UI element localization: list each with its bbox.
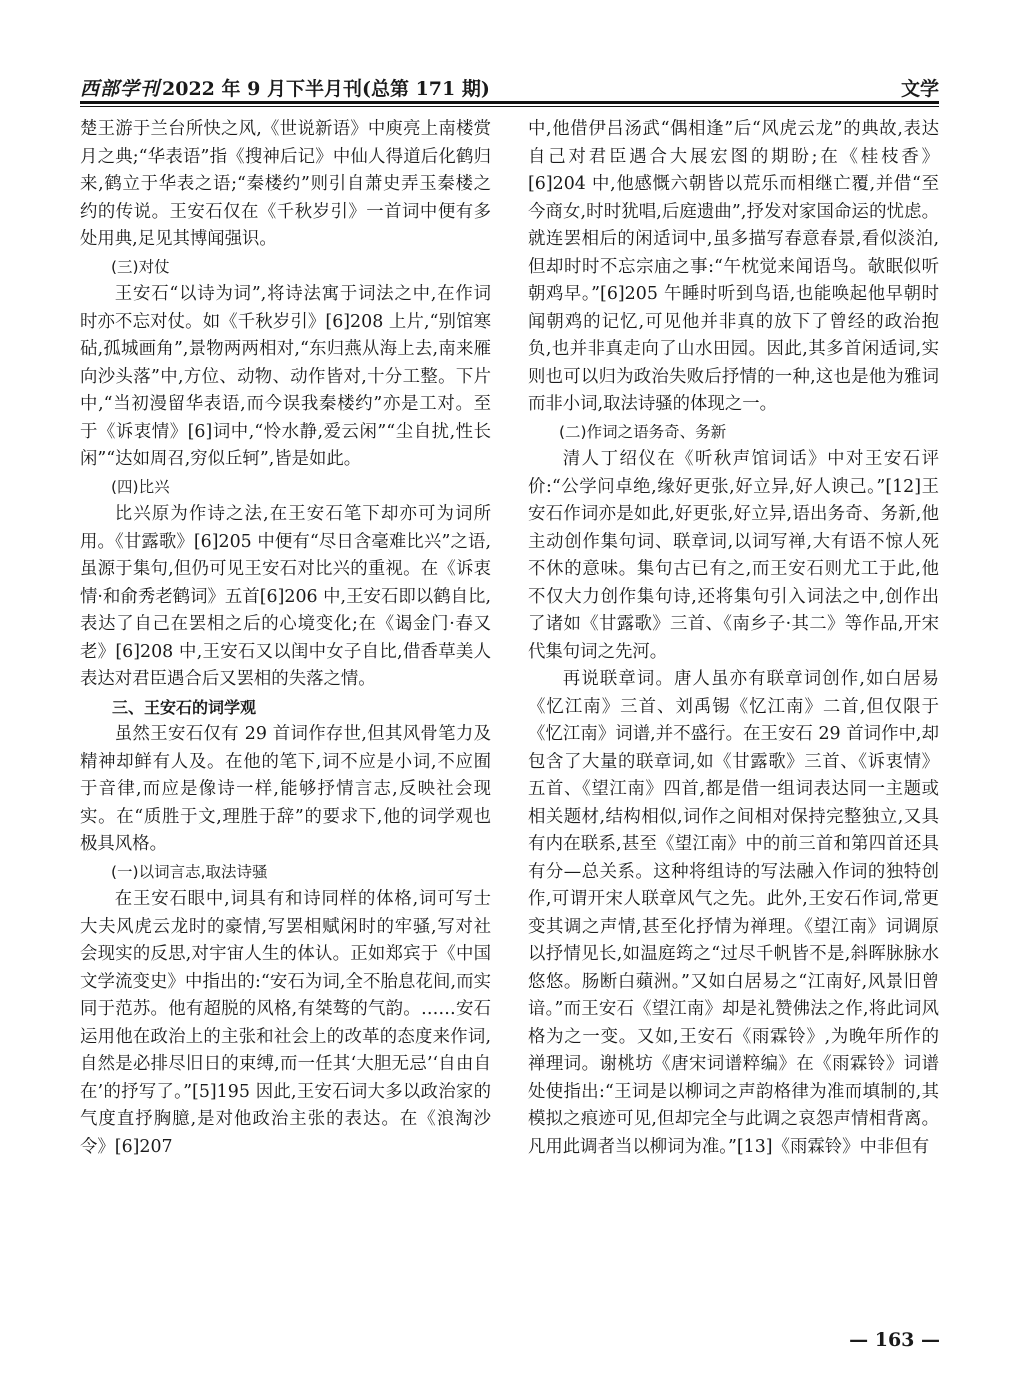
paragraph-continued: 中,他借伊吕汤武“偶相逢”后“风虎云龙”的典故,表达自己对君臣遇合大展宏图的期盼;在《桂枝香》[6]204 中,他感慨六朝皆以荒乐而相继亡覆,并借“至今商女,时时犹唱,后庭遗曲”,抒发对家国命运的忧虑。就连罢相后的闲适词中,虽多描写春意春景,看似淡泊,但却时时不忘宗庙之事:“午枕觉来闻语鸟。欹眠似听朝鸡早。”[6]205 午睡时听到鸟语,也能唤起他早朝时闻朝鸡的记忆,可见他并非真的放下了曾经的政治抱负,也并非真走向了山水田园。因此,其多首闲适词,实则也可以归为政治失败后抒情的一种,这也是他为雅词而非小词,取法诗骚的体现之一。: [528, 119, 939, 414]
subheading: (四)比兴: [111, 477, 170, 496]
header-rule-thick: [80, 101, 939, 104]
section-label: 文学: [900, 78, 939, 100]
right-column: [528, 116, 939, 1161]
journal-issue-line: [80, 74, 490, 101]
subheading: (一)以词言志,取法诗骚: [111, 862, 268, 881]
header-rule-thin: [80, 106, 939, 107]
issue-info: 2022 年 9 月下半月刊(总第 171 期): [162, 78, 490, 100]
left-column: [80, 116, 491, 1161]
page-number: — 163 —: [849, 1329, 940, 1351]
paragraph: 在王安石眼中,词具有和诗同样的体格,词可写士大夫风虎云龙时的豪情,写罢相赋闲时的牢骚,写对社会现实的反思,对宇宙人生的体认。正如郑宾于《中国文学流变史》中指出的:“安石为词,全不胎息花间,而实同于范苏。他有超脱的风格,有桀骜的气韵。……安石运用他在政治上的主张和社会上的改革的态度来作词,自然是必排尽旧日的束缚,而一任其‘大胆无忌’‘自由自在’的抒写了。”[5]195 因此,王安石词大多以政治家的气度直抒胸臆,是对他政治主张的表达。在《浪淘沙令》[6]207: [80, 889, 491, 1157]
subheading: (二)作词之语务奇、务新: [559, 422, 727, 441]
paragraph: 清人丁绍仪在《听秋声馆词话》中对王安石评价:“公学问卓绝,缘好更张,好立异,好人谀己。”[12]王安石作词亦是如此,好更张,好立异,语出务奇、务新,他主动创作集句词、联章词,以词写禅,大有语不惊人死不休的意味。集句古已有之,而王安石则尤工于此,他不仅大力创作集句诗,还将集句引入词法之中,创作出了诸如《甘露歌》三首、《南乡子·其二》等作品,开宋代集句词之先河。: [528, 449, 939, 662]
paragraph: 再说联章词。唐人虽亦有联章词创作,如白居易《忆江南》三首、刘禹锡《忆江南》二首,但仅限于《忆江南》词谱,并不盛行。在王安石 29 首词作中,却包含了大量的联章词,如《甘露歌》三首、《诉衷情》五首、《望江南》四首,都是借一组词表达同一主题或相关题材,结构相似,词作之间相对保持完整独立,又具有内在联系,甚至《望江南》中的前三首和第四首还具有分—总关系。这种将组诗的写法融入作词的独特创作,可谓开宋人联章风气之先。此外,王安石作词,常更变其调之声情,甚至化抒情为禅理。《望江南》词调原以抒情见长,如温庭筠之“过尽千帆皆不是,斜晖脉脉水悠悠。肠断白蘋洲。”又如白居易之“江南好,风景旧曾谙。”而王安石《望江南》却是礼赞佛法之作,将此词风格为之一变。又如,王安石《雨霖铃》,为晚年所作的禅理词。谢桃坊《唐宋词谱粹编》在《雨霖铃》词谱处使指出:“王词是以柳词之声韵格律为准而填制的,其模拟之痕迹可见,但却完全与此调之哀怨声情相背离。凡用此调者当以柳词为准。”[13]《雨霖铃》中非但有: [528, 669, 939, 1157]
paragraph: 比兴原为作诗之法,在王安石笔下却亦可为词所用。《甘露歌》[6]205 中便有“尽日含毫难比兴”之语,虽源于集句,但仍可见王安石对比兴的重视。在《诉衷情·和俞秀老鹤词》五首[6]206 中,王安石即以鹤自比,表达了自己在罢相之后的心境变化;在《谒金门·春又老》[6]208 中,王安石又以闺中女子自比,借香草美人表达对君臣遇合后又罢相的失落之情。: [80, 504, 491, 689]
section-heading: 三、王安石的词学观: [112, 697, 257, 717]
paragraph: 虽然王安石仅有 29 首词作存世,但其风骨笔力及精神却鲜有人及。在他的笔下,词不应是小词,不应囿于音律,而应是像诗一样,能够抒情言志,反映社会现实。在“质胜于文,理胜于辞”的要求下,他的词学观也极具风格。: [80, 724, 491, 854]
running-header: [80, 70, 939, 104]
subheading: (三)对仗: [111, 257, 170, 276]
journal-masthead: 西部学刊: [80, 78, 161, 100]
paragraph: 王安石“以诗为词”,将诗法寓于词法之中,在作词时亦不忘对仗。如《千秋岁引》[6]208 上片,“别馆寒砧,孤城画角”,景物两两相对,“东归燕从海上去,南来雁向沙头落”中,方位、动物、动作皆对,十分工整。下片中,“当初漫留华表语,而今误我秦楼约”亦是工对。至于《诉衷情》[6]词中,“怜水静,爱云闲”“尘自扰,性长闲”“达如周召,穷似丘轲”,皆是如此。: [80, 284, 491, 469]
paragraph-continued: 楚王游于兰台所快之风,《世说新语》中庾亮上南楼赏月之典;“华表语”指《搜神后记》中仙人得道后化鹤归来,鹤立于华表之语;“秦楼约”则引自萧史弄玉秦楼之约的传说。王安石仅在《千秋岁引》一首词中便有多处用典,足见其博闻强识。: [80, 119, 491, 249]
